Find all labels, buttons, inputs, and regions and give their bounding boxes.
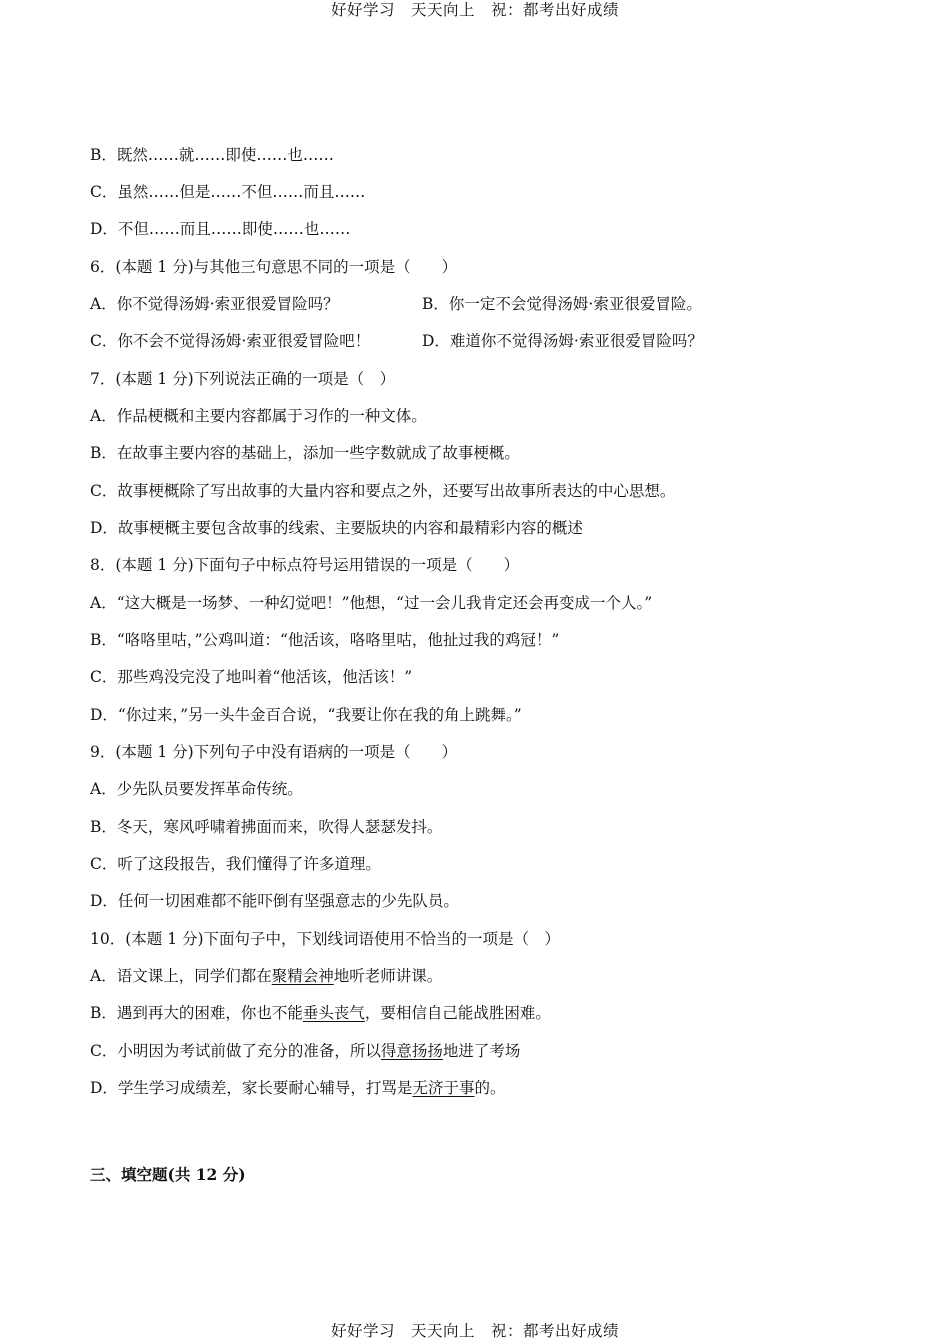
q5-option-d: D．不但……而且……即使……也…… bbox=[90, 220, 351, 238]
q10-option-c-pre: C．小明因为考试前做了充分的准备，所以 bbox=[90, 1042, 381, 1060]
q8-option-a: A．“这大概是一场梦、一种幻觉吧！”他想，“过一会儿我肯定还会再变成一个人。” bbox=[90, 594, 653, 612]
q9-stem: 9．(本题 1 分)下列句子中没有语病的一项是（ ） bbox=[90, 743, 458, 761]
q8-option-b: B．“咯咯里咕，”公鸡叫道：“他活该，咯咯里咕，他扯过我的鸡冠！” bbox=[90, 631, 560, 649]
q10-option-d-post: 的。 bbox=[474, 1079, 506, 1097]
q8-stem: 8．(本题 1 分)下面句子中标点符号运用错误的一项是（ ） bbox=[90, 556, 520, 574]
q10-stem: 10．(本题 1 分)下面句子中，下划线词语使用不恰当的一项是（ ） bbox=[90, 930, 561, 948]
q10-option-a bbox=[90, 966, 442, 986]
q10-option-b-pre: B．遇到再大的困难，你也不能 bbox=[90, 1004, 303, 1022]
q10-option-a-underlined: 聚精会神 bbox=[271, 967, 334, 985]
q10-option-a-post: 地听老师讲课。 bbox=[333, 967, 443, 985]
q10-option-c bbox=[90, 1041, 520, 1061]
q6-option-c: C．你不会不觉得汤姆·索亚很爱冒险吧！ bbox=[90, 332, 371, 350]
q9-option-c: C．听了这段报告，我们懂得了许多道理。 bbox=[90, 855, 381, 873]
q10-option-b-post: ，要相信自己能战胜困难。 bbox=[364, 1004, 551, 1022]
q10-option-c-underlined: 得意扬扬 bbox=[380, 1042, 443, 1060]
q10-option-d bbox=[90, 1078, 505, 1098]
q10-option-d-pre: D．学生学习成绩差，家长要耐心辅导，打骂是 bbox=[90, 1079, 413, 1097]
q8-option-d: D．“你过来，”另一头牛金百合说，“我要让你在我的角上跳舞。” bbox=[90, 706, 522, 724]
q10-option-a-pre: A．语文课上，同学们都在 bbox=[90, 967, 272, 985]
q6-stem: 6．(本题 1 分)与其他三句意思不同的一项是（ ） bbox=[90, 258, 458, 276]
q7-stem: 7．(本题 1 分)下列说法正确的一项是（ ） bbox=[90, 370, 396, 388]
section-title-fill-blank: 三、填空题(共 12 分) bbox=[90, 1165, 246, 1184]
q6-option-b: B．你一定不会觉得汤姆·索亚很爱冒险。 bbox=[422, 295, 702, 313]
q9-option-a: A．少先队员要发挥革命传统。 bbox=[90, 780, 303, 798]
q7-option-d: D．故事梗概主要包含故事的线索、主要版块的内容和最精彩内容的概述 bbox=[90, 519, 583, 537]
q7-option-c: C．故事梗概除了写出故事的大量内容和要点之外，还要写出故事所表达的中心思想。 bbox=[90, 482, 676, 500]
q6-option-a: A．你不觉得汤姆·索亚很爱冒险吗？ bbox=[90, 295, 339, 313]
q8-option-c: C．那些鸡没完没了地叫着“他活该，他活该！” bbox=[90, 668, 413, 686]
page-footer: 好好学习 天天向上 祝：都考出好成绩 bbox=[330, 1322, 619, 1340]
q9-option-b: B．冬天，寒风呼啸着拂面而来，吹得人瑟瑟发抖。 bbox=[90, 818, 443, 836]
q10-option-d-underlined: 无济于事 bbox=[412, 1079, 475, 1097]
q5-option-c: C．虽然……但是……不但……而且…… bbox=[90, 183, 366, 201]
q10-option-c-post: 地进了考场 bbox=[442, 1042, 521, 1060]
q5-option-b: B．既然……就……即使……也…… bbox=[90, 146, 334, 164]
q10-option-b-underlined: 垂头丧气 bbox=[302, 1004, 365, 1022]
q7-option-b: B．在故事主要内容的基础上，添加一些字数就成了故事梗概。 bbox=[90, 444, 520, 462]
page-header: 好好学习 天天向上 祝：都考出好成绩 bbox=[330, 1, 619, 19]
q9-option-d: D．任何一切困难都不能吓倒有坚强意志的少先队员。 bbox=[90, 892, 459, 910]
q6-option-d: D．难道你不觉得汤姆·索亚很爱冒险吗？ bbox=[422, 332, 703, 350]
q7-option-a: A．作品梗概和主要内容都属于习作的一种文体。 bbox=[90, 407, 427, 425]
q10-option-b bbox=[90, 1003, 551, 1023]
